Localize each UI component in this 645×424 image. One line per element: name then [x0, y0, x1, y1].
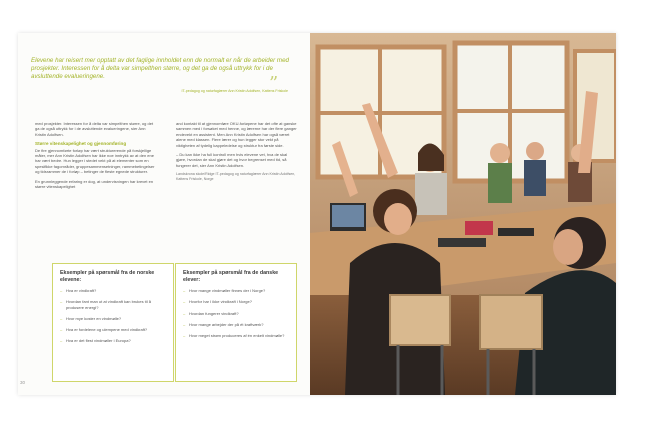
quote-source: IT-pedagog og naturfaglærer Ann Kristin Adolfsen, Kattens Friskole [181, 89, 288, 93]
page-number: 30 [20, 380, 26, 385]
question-box-danish [175, 263, 297, 382]
body-column-left [35, 121, 157, 193]
question-list [53, 285, 173, 343]
paragraph: med prosjekter. Interessen for å delta var simpelthen større, og det ga de også uttrykk for i de avsluttende evalueringene, sier Ann Kristin Adolfsen. [35, 121, 154, 137]
section-subheading: Større vitenskapelighet og gjennomføring [35, 141, 127, 147]
list-item: – Hvor meget strøm produceres af én enkelt vindmølle? [183, 333, 290, 338]
question-list [176, 285, 296, 338]
box-title: Eksempler på spørsmål fra de danske elever: [183, 270, 279, 283]
paragraph: En grunnleggende erfaring er dog, at undervisningen har krevet en større vitenskapelighet [35, 178, 154, 190]
pull-quote: Elevene har reisert mer opptatt av det faglige innholdet enn de normalt er når de arbeider med prosjekter. Interessen for å delta var simpelthen større, og det ga de også uttrykk for i de avsluttende evalueringene. [31, 57, 289, 80]
quote-mark-icon: ” [269, 73, 279, 94]
classroom-photo [310, 33, 616, 395]
question-box-norwegian [52, 263, 174, 382]
list-item: – Hvor mange vindmøller finnes der i Norge? [183, 288, 290, 293]
classroom-illustration [310, 33, 616, 395]
list-item: – Hvordan fungerer vindkraft? [183, 311, 290, 316]
list-item: – Hvorfor har I ikke vindkraft i Norge? [183, 299, 290, 304]
list-item: – Hva er fordelene og ulempene med vindkraft? [60, 327, 167, 332]
paragraph: De fire gjennomførte forløp har vært strukturerende på forskjellige måter, mer Ann Kristin Adolfsen har ikke noe inntrykk av at den ene har vært bedre. Hun legger i stedet vekt på at elementer som en spesifikke fagområder, gruppesammensetninger, rammebetingelser og tidsrammer de i forløp – betinger de fleste egnede strukturer. [35, 147, 155, 175]
list-item: – Hvordan fant man ut at vindkraft kan brukes til å produsere energi? [60, 299, 167, 309]
list-item: – Hvor mange arbejder der på ét kraftværk? [183, 322, 290, 327]
body-column-right [176, 121, 298, 181]
paragraph: – Du kan ikke ha full kontroll men hvis elevene vet, hva de skal gjøre, hvordan de skal gjøre det og hvor begrenset med tid, så fungerer det, sier Ann Kristin Adolfsen. [176, 152, 288, 168]
box-title: Eksempler på spørsmål fra de norske elevene: [60, 270, 155, 283]
book-spread [18, 33, 616, 395]
list-item: – Hva er det flest vindmøller i Europa? [60, 338, 167, 343]
left-page [18, 33, 310, 395]
photo-caption: Landskrona skole/Ridge IT-pedagog og naturfaglærer Ann Kristin Adolfsen, Kattens Friskole, Norge [176, 172, 296, 181]
list-item: – Hva er vindkraft? [60, 288, 167, 293]
list-item: – Hvor mye koster en vindmølle? [60, 316, 167, 321]
paragraph: and kontakt til at gjennomføre OKU-forløpene har det ofte at ganske sammen med i forsøket med henne, og lærerne har der flere ganger endevekt en assistent. Men Ann Kristin Adolfsen har også været alene med klassen. Flere lærer og hun legger stor vekt på viktigheten af tydelig kappeledelse og struktur fra første side. [176, 121, 297, 148]
